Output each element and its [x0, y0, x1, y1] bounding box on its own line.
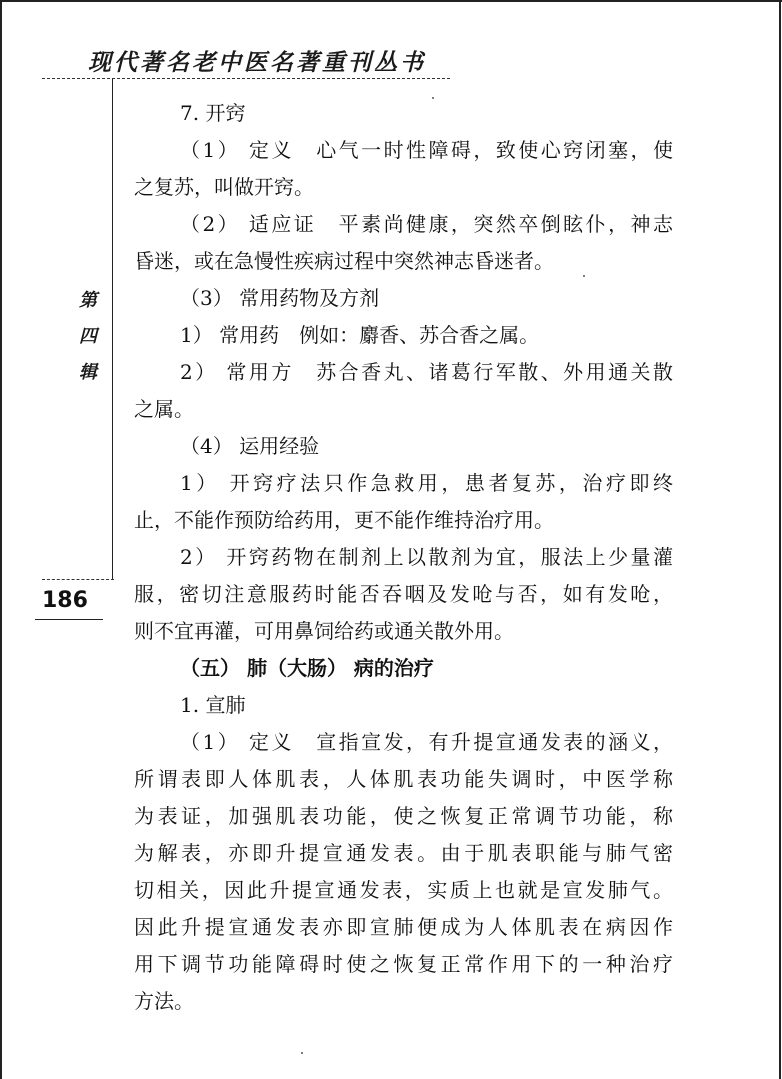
page-number: 186	[42, 588, 88, 613]
page-top-edge	[0, 0, 782, 2]
paragraph-line: 之复苏，叫做开窍。	[134, 175, 314, 199]
paragraph-line: 1） 常用药 例如：麝香、苏合香之属。	[180, 323, 540, 347]
margin-divider	[42, 579, 114, 580]
section-heading: （五） 肺（大肠） 病的治疗	[180, 656, 434, 680]
paragraph-line: 2） 开窍药物在制剂上以散剂为宜，服法上少量灌	[180, 545, 673, 569]
paragraph-line: 则不宜再灌，可用鼻饲给药或通关散外用。	[134, 619, 514, 643]
subheading: （4） 运用经验	[180, 434, 320, 458]
paragraph-line: 止，不能作预防给药用，更不能作维持治疗用。	[134, 508, 554, 532]
paragraph-line: 因此升提宣通发表亦即宣肺便成为人体肌表在病因作	[134, 915, 673, 939]
heading: 1. 宣肺	[180, 693, 246, 717]
page-number-rule	[35, 619, 103, 620]
section-char: 辑	[79, 362, 97, 383]
scan-speck	[432, 97, 434, 99]
paragraph-line: 切相关，因此升提宣通发表，实质上也就是宣发肺气。	[134, 878, 673, 902]
paragraph-line: 服，密切注意服药时能否吞咽及发呛与否，如有发呛，	[134, 582, 673, 606]
scan-speck	[583, 275, 585, 277]
paragraph-line: （1） 定义 心气一时性障碍，致使心窍闭塞，使	[180, 138, 673, 162]
paragraph-line: 2） 常用方 苏合香丸、诸葛行军散、外用通关散	[180, 360, 673, 384]
paragraph-line: 为表证，加强肌表功能，使之恢复正常调节功能，称	[134, 804, 673, 828]
series-title: 现代著名老中医名著重刊丛书	[88, 50, 426, 76]
paragraph-line: 方法。	[134, 989, 194, 1013]
subheading: （3） 常用药物及方剂	[180, 286, 380, 310]
paragraph-line: 1） 开窍疗法只作急救用，患者复苏，治疗即终	[180, 471, 673, 495]
paragraph-line: 所谓表即人体肌表，人体肌表功能失调时，中医学称	[134, 767, 673, 791]
scan-speck	[301, 1052, 303, 1054]
paragraph-line: （1） 定义 宣指宣发，有升提宣通发表的涵义，	[180, 730, 673, 754]
page-left-edge	[0, 0, 2, 1079]
section-char: 四	[79, 326, 97, 347]
paragraph-line: 昏迷，或在急慢性疾病过程中突然神志昏迷者。	[134, 249, 554, 273]
paragraph-line: （2） 适应证 平素尚健康，突然卒倒眩仆，神志	[180, 212, 673, 236]
paragraph-line: 之属。	[134, 397, 194, 421]
heading: 7. 开窍	[180, 101, 246, 125]
paragraph-line: 为解表，亦即升提宣通发表。由于肌表职能与肺气密	[134, 841, 673, 865]
section-char: 第	[79, 290, 97, 311]
paragraph-line: 用下调节功能障碍时使之恢复正常作用下的一种治疗	[134, 952, 673, 976]
page-right-edge	[779, 0, 781, 1079]
section-label	[76, 283, 100, 391]
header-divider	[42, 78, 450, 79]
margin-rule	[112, 79, 113, 579]
